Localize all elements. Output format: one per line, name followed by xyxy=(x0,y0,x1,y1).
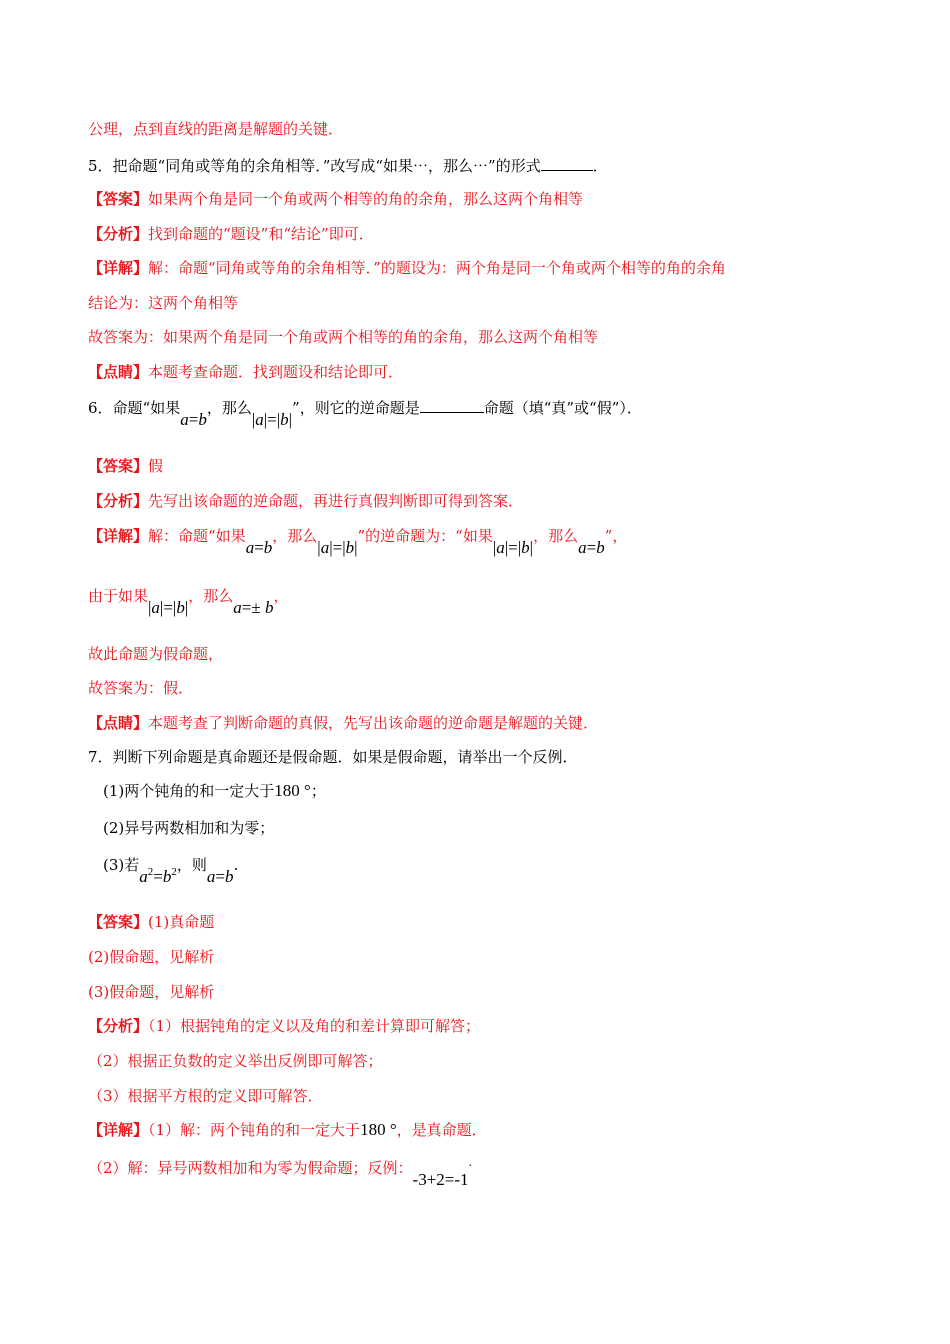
question-text: 命题（填“真”或“假”）． xyxy=(483,399,642,417)
point-tag: 【点睛】 xyxy=(88,714,149,732)
answer-text: (1)真命题 xyxy=(148,913,215,931)
detail-text: ，是真命题． xyxy=(396,1121,487,1139)
question-text: ”，则它的逆命题是 xyxy=(292,399,420,417)
answer-line xyxy=(88,456,163,476)
answer-tag: 【答案】 xyxy=(88,190,149,208)
text-line: 故答案为：假． xyxy=(88,679,194,697)
text-line: （3）根据平方根的定义即可解答． xyxy=(88,1087,323,1105)
answer-tag: 【答案】 xyxy=(88,913,149,931)
math-expression: |a|=|b| xyxy=(148,598,189,617)
question-7: 7．判断下列命题是真命题还是假命题．如果是假命题，请举出一个反例． xyxy=(88,748,578,766)
answer-line xyxy=(88,912,214,932)
question-text: 6．命题“如果 xyxy=(88,399,181,417)
question-7-part-3: (3)若$a^2=b^2$，则a=b. xyxy=(103,856,239,886)
detail-text: （2）解：异号两数相加和为零为假命题；反例： xyxy=(88,1159,413,1177)
detail-text: ”的逆命题为：“如果 xyxy=(357,527,493,545)
math-expression: a=b xyxy=(578,538,605,557)
text-line: （2）根据正负数的定义举出反例即可解答； xyxy=(88,1052,383,1070)
question-7-part-2: (2)异号两数相加和为零； xyxy=(103,819,275,837)
question-text: ． xyxy=(592,157,608,175)
detail-text: ，那么 xyxy=(272,527,318,545)
detail-text: 解：命题“同角或等角的余角相等．”的题设为：两个角是同一个角或两个相等的角的余角 xyxy=(148,259,726,277)
detail-text: 解：命题“如果 xyxy=(148,527,246,545)
analysis-tag: 【分析】 xyxy=(88,225,149,243)
detail-line xyxy=(88,1156,473,1189)
point-line xyxy=(88,713,598,733)
math-expression: 180 ° xyxy=(274,781,311,800)
math-expression: -3+2=-1 xyxy=(412,1170,469,1189)
math-expression: |a|=|b| xyxy=(251,410,293,429)
question-6 xyxy=(88,398,642,429)
text-line: 故答案为：如果两个角是同一个角或两个相等的角的余角，那么这两个角相等 xyxy=(88,328,599,346)
math-expression: |a|=|b| xyxy=(317,538,358,557)
math-expression: a=b xyxy=(206,867,234,886)
text-line: 故此命题为假命题， xyxy=(88,645,224,663)
analysis-text: 先写出该命题的逆命题，再进行真假判断即可得到答案． xyxy=(148,492,524,510)
analysis-line xyxy=(88,224,374,244)
detail-line xyxy=(88,258,726,278)
analysis-tag: 【分析】 xyxy=(88,1017,149,1035)
text-line: 由于如果|a|=|b|，那么a=± b， xyxy=(88,587,289,617)
text-line: 公理，点到直线的距离是解题的关键． xyxy=(88,120,344,138)
text-line: (2)假命题，见解析 xyxy=(88,948,215,966)
detail-tag: 【详解】 xyxy=(88,1121,149,1139)
analysis-text: （1）根据钝角的定义以及角的和差计算即可解答； xyxy=(148,1017,481,1035)
answer-blank xyxy=(420,398,484,413)
math-expression: |a|=|b| xyxy=(492,538,534,557)
detail-text: （1）解：两个钝角的和一定大于 xyxy=(148,1121,361,1139)
analysis-line xyxy=(88,491,523,511)
analysis-line xyxy=(88,1016,480,1036)
analysis-tag: 【分析】 xyxy=(88,492,149,510)
math-expression: a=b xyxy=(180,410,207,429)
text-line: 结论为：这两个角相等 xyxy=(88,294,239,312)
detail-text: ，那么 xyxy=(533,527,579,545)
point-line xyxy=(88,362,403,382)
math-expression: a=b xyxy=(245,538,273,557)
math-expression: a=± b xyxy=(233,598,274,617)
question-text: 5．把命题“同角或等角的余角相等．”改写成“如果⋯，那么⋯”的形式 xyxy=(88,157,541,175)
text-line: (3)假命题，见解析 xyxy=(88,983,215,1001)
point-text: 本题考查了判断命题的真假，先写出该命题的逆命题是解题的关键． xyxy=(148,714,599,732)
answer-text: 如果两个角是同一个角或两个相等的角的余角，那么这两个角相等 xyxy=(148,190,584,208)
answer-tag: 【答案】 xyxy=(88,457,149,475)
math-expression: $a^2=b^2$ xyxy=(139,866,177,886)
detail-line xyxy=(88,1120,487,1140)
detail-tag: 【详解】 xyxy=(88,259,149,277)
answer-text: 假 xyxy=(148,457,164,475)
question-5 xyxy=(88,156,608,176)
point-tag: 【点睛】 xyxy=(88,363,149,381)
detail-line xyxy=(88,526,628,557)
detail-text: ”， xyxy=(604,527,628,545)
math-expression: 180 ° xyxy=(360,1120,397,1139)
analysis-text: 找到命题的“题设”和“结论”即可． xyxy=(148,225,374,243)
point-text: 本题考查命题．找到题设和结论即可． xyxy=(148,363,404,381)
answer-line xyxy=(88,189,583,209)
answer-blank xyxy=(541,156,593,171)
math-expression: . xyxy=(468,1156,473,1169)
detail-tag: 【详解】 xyxy=(88,527,149,545)
question-text: ，那么 xyxy=(206,399,252,417)
question-7-part-1: (1)两个钝角的和一定大于180 °； xyxy=(103,781,326,800)
